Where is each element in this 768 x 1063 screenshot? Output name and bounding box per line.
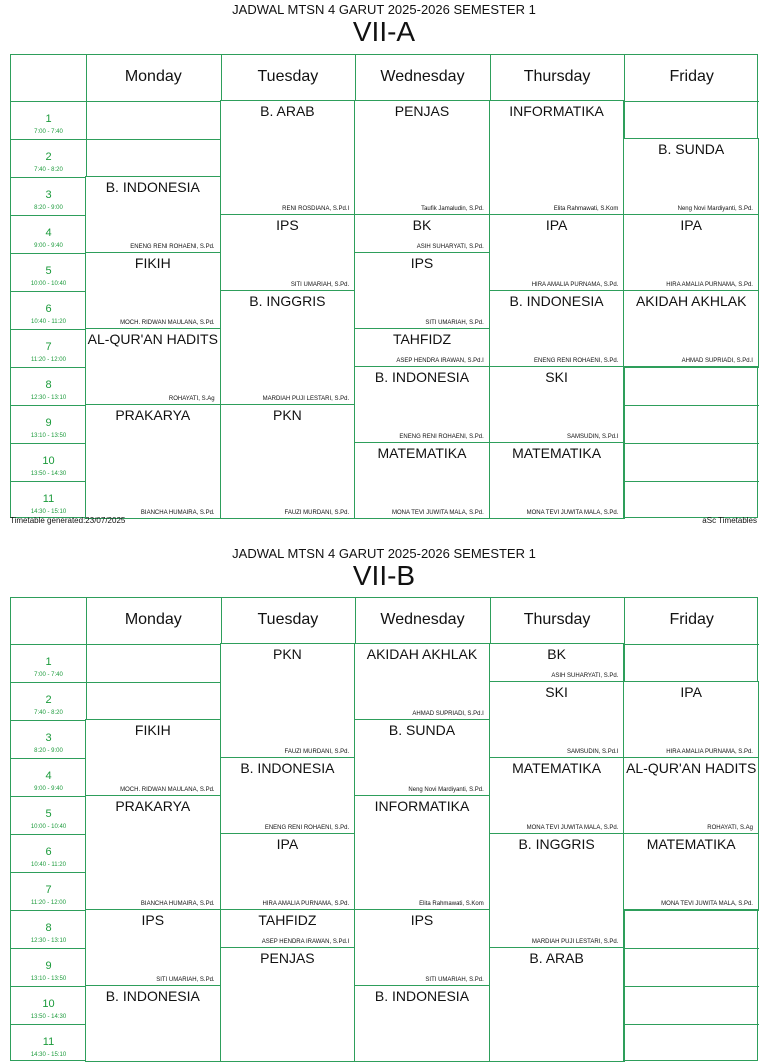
lesson-teacher: MOCH. RIDWAN MAULANA, S.Pd. [120,320,215,326]
lesson-teacher: Elita Rahmawati, S.Kom [419,901,484,907]
lesson-teacher: ROHAYATI, S.Ag [707,825,753,831]
lesson-block[interactable] [220,909,356,948]
period-number: 1 [45,656,52,668]
lesson-subject: B. INGGRIS [518,836,595,852]
day-header: Tuesday [257,68,319,85]
lesson-subject: B. SUNDA [388,722,456,738]
period-number: 3 [45,189,52,201]
lesson-teacher: ENENG RENI ROHAENI, S.Pd. [130,244,215,250]
lesson-subject: IPS [141,912,165,928]
timetable-supertitle: JADWAL MTSN 4 GARUT 2025-2026 SEMESTER 1 [232,2,536,17]
lesson-block[interactable] [489,833,625,948]
lesson-teacher: AHMAD SUPRIADI, S.Pd.I [412,711,484,717]
lesson-subject: B. INDONESIA [374,988,470,1004]
timetable-supertitle: JADWAL MTSN 4 GARUT 2025-2026 SEMESTER 1 [232,546,536,561]
lesson-block[interactable] [489,757,625,834]
lesson-teacher: ASIH SUHARYATI, S.Pd. [551,673,619,679]
lesson-block[interactable] [489,214,625,291]
lesson-teacher: MONA TEVI JUWITA MALA, S.Pd. [391,510,484,516]
lesson-teacher: RENI ROSDIANA, S.Pd.I [282,206,350,212]
lesson-subject: MATEMATIKA [512,760,602,776]
lesson-teacher: MONA TEVI JUWITA MALA, S.Pd. [526,510,619,516]
period-number: 8 [45,922,52,934]
period-number: 9 [45,960,52,972]
lesson-block[interactable] [354,252,490,329]
lesson-teacher: ASIH SUHARYATI, S.Pd. [416,244,484,250]
lesson-teacher: SITI UMARIAH, S.Pd. [156,977,215,983]
lesson-teacher: ASEP HENDRA IRAWAN, S.Pd.I [261,939,350,945]
period-number: 2 [45,694,52,706]
footer-generated: Timetable generated:23/07/2025 [10,516,126,525]
lesson-teacher: HIRA AMALIA PURNAMA, S.Pd. [666,282,753,288]
lesson-teacher: BIANCHA HUMAIRA, S.Pd. [140,901,215,907]
lesson-teacher: SITI UMARIAH, S.Pd. [425,977,484,983]
lesson-subject: BK [547,646,566,662]
timetable-section [0,0,768,525]
period-time: 10:40 - 11:20 [31,319,66,325]
period-number: 4 [45,227,52,239]
class-title: VII-A [352,16,416,47]
lesson-subject: SKI [545,684,568,700]
lesson-subject: B. INDONESIA [240,760,335,776]
lesson-teacher: Neng Novi Mardiyanti, S.Pd. [677,206,753,212]
lesson-teacher: Elita Rahmawati, S.Kom [553,206,619,212]
period-time: 8:20 - 9:00 [34,205,63,211]
lesson-subject: B. SUNDA [658,141,725,157]
lesson-teacher: SITI UMARIAH, S.Pd. [425,320,484,326]
lesson-block[interactable] [489,643,625,682]
lesson-block[interactable] [623,757,759,834]
lesson-block[interactable] [354,795,490,910]
lesson-block[interactable] [489,366,625,443]
lesson-subject: MATEMATIKA [377,445,467,461]
lesson-teacher: MARDIAH PUJI LESTARI, S.Pd. [531,939,619,945]
lesson-teacher: MARDIAH PUJI LESTARI, S.Pd. [262,396,350,402]
lesson-block[interactable] [85,909,221,986]
day-header: Monday [124,68,182,85]
lesson-subject: MATEMATIKA [646,836,736,852]
lesson-subject: TAHFIDZ [392,331,452,347]
lesson-block[interactable] [489,947,625,1062]
lesson-teacher: ENENG RENI ROHAENI, S.Pd. [534,358,619,364]
lesson-subject: AL-QUR'AN HADITS [626,760,757,776]
lesson-block[interactable] [85,328,221,405]
lesson-subject: AL-QUR'AN HADITS [87,331,218,347]
period-time: 9:00 - 9:40 [34,243,63,249]
period-time: 14:30 - 15:10 [30,1052,67,1058]
lesson-subject: IPS [410,912,434,928]
lesson-block[interactable] [489,290,625,367]
period-time: 9:00 - 9:40 [34,786,63,792]
class-title: VII-B [352,560,416,591]
period-number: 8 [45,379,52,391]
timetable-grid [10,54,758,518]
period-time: 10:40 - 11:20 [31,862,66,868]
period-number: 10 [42,455,55,467]
lesson-block[interactable] [85,176,221,253]
lesson-block[interactable] [85,252,221,329]
period-number: 11 [42,1036,55,1048]
lesson-subject: INFORMATIKA [509,103,604,119]
period-time: 10:00 - 10:40 [30,281,67,287]
lesson-subject: PENJAS [394,103,450,119]
lesson-subject: B. ARAB [260,103,315,119]
lesson-block[interactable] [354,643,490,720]
lesson-teacher: FAUZI MURDANI, S.Pd. [284,749,350,755]
day-header: Friday [669,611,714,628]
lesson-teacher: MONA TEVI JUWITA MALA, S.Pd. [526,825,619,831]
lesson-block[interactable] [85,719,221,796]
period-number: 6 [45,846,52,858]
lesson-subject: FIKIH [134,722,171,738]
lesson-teacher: SAMSUDIN, S.Pd.I [567,434,619,440]
timetable-section [0,543,768,1063]
lesson-teacher: HIRA AMALIA PURNAMA, S.Pd. [262,901,350,907]
period-time: 8:20 - 9:00 [34,748,63,754]
period-number: 1 [45,113,52,125]
period-number: 2 [45,151,52,163]
lesson-teacher: SAMSUDIN, S.Pd.I [567,749,619,755]
period-number: 4 [45,770,52,782]
lesson-teacher: FAUZI MURDANI, S.Pd. [284,510,350,516]
lesson-teacher: BIANCHA HUMAIRA, S.Pd. [140,510,215,516]
period-time: 7:00 - 7:40 [34,129,63,135]
lesson-block[interactable] [220,290,356,405]
lesson-teacher: SITI UMARIAH, S.Pd. [290,282,350,288]
period-time: 13:50 - 14:30 [30,1014,67,1020]
lesson-block[interactable] [623,214,759,291]
lesson-subject: BK [412,217,432,233]
period-time: 7:40 - 8:20 [34,710,63,716]
lesson-block[interactable] [85,795,221,910]
lesson-block[interactable] [623,833,759,910]
lesson-subject: IPA [276,836,299,852]
period-number: 10 [42,998,55,1010]
period-number: 3 [45,732,52,744]
lesson-subject: PRAKARYA [115,798,191,814]
lesson-block[interactable] [220,643,356,758]
lesson-subject: B. INDONESIA [105,179,200,195]
lesson-block[interactable] [489,681,625,758]
lesson-block[interactable] [85,404,221,519]
day-header: Friday [669,68,714,85]
day-header: Wednesday [380,611,465,628]
lesson-subject: PRAKARYA [115,407,191,423]
period-time: 12:30 - 13:10 [30,938,67,944]
period-time: 7:00 - 7:40 [34,672,63,678]
period-time: 13:10 - 13:50 [30,976,67,982]
lesson-teacher: ENENG RENI ROHAENI, S.Pd. [264,825,350,831]
period-number: 5 [45,808,52,820]
lesson-teacher: Neng Novi Mardiyanti, S.Pd. [408,787,484,793]
lesson-block[interactable] [623,290,759,367]
lesson-block[interactable] [623,681,759,758]
period-time: 13:10 - 13:50 [30,433,67,439]
period-time: 11:20 - 12:00 [31,357,66,363]
lesson-subject: SKI [545,369,568,385]
lesson-subject: IPA [680,217,702,233]
footer-brand: aSc Timetables [702,516,757,525]
lesson-block[interactable] [220,947,356,1062]
lesson-subject: IPS [276,217,299,233]
lesson-block[interactable] [220,833,356,910]
lesson-subject: PENJAS [260,950,315,966]
period-time: 11:20 - 12:00 [31,900,66,906]
timetable-grid [10,597,758,1061]
day-header: Monday [124,611,182,628]
lesson-teacher: Taufik Jamaludin, S.Pd. [421,206,484,212]
lesson-teacher: MOCH. RIDWAN MAULANA, S.Pd. [120,787,215,793]
period-time: 14:30 - 15:10 [30,509,67,515]
period-number: 11 [42,493,55,505]
lesson-subject: PKN [272,407,302,423]
lesson-subject: IPS [410,255,434,271]
lesson-subject: B. INDONESIA [509,293,604,309]
lesson-block[interactable] [354,719,490,796]
day-header: Wednesday [380,68,465,85]
lesson-subject: B. INDONESIA [105,988,200,1004]
period-time: 10:00 - 10:40 [30,824,67,830]
lesson-block[interactable] [354,328,490,367]
lesson-teacher: ASEP HENDRA IRAWAN, S.Pd.I [396,358,484,364]
lesson-subject: MATEMATIKA [512,445,602,461]
period-number: 9 [45,417,52,429]
lesson-block[interactable] [220,757,356,834]
lesson-block[interactable] [354,909,490,986]
lesson-block[interactable] [354,442,490,519]
lesson-block[interactable] [623,138,759,215]
lesson-subject: PKN [272,646,302,662]
period-number: 6 [45,303,52,315]
lesson-block[interactable] [489,100,625,215]
lesson-subject: TAHFIDZ [258,912,317,928]
lesson-teacher: AHMAD SUPRIADI, S.Pd.I [681,358,753,364]
lesson-block[interactable] [220,404,356,519]
lesson-subject: IPA [680,684,702,700]
period-number: 5 [45,265,52,277]
lesson-subject: IPA [545,217,568,233]
lesson-subject: FIKIH [134,255,171,271]
lesson-teacher: MONA TEVI JUWITA MALA, S.Pd. [661,901,753,907]
period-time: 12:30 - 13:10 [30,395,67,401]
lesson-subject: AKIDAH AKHLAK [366,646,478,662]
day-header: Tuesday [257,611,319,628]
period-time: 13:50 - 14:30 [30,471,67,477]
lesson-subject: B. ARAB [529,950,584,966]
lesson-subject: AKIDAH AKHLAK [635,293,747,309]
lesson-teacher: ENENG RENI ROHAENI, S.Pd. [399,434,484,440]
lesson-teacher: ROHAYATI, S.Ag [168,396,215,402]
period-time: 7:40 - 8:20 [34,167,63,173]
lesson-subject: B. INGGRIS [249,293,326,309]
lesson-block[interactable] [354,214,490,253]
period-number: 7 [45,884,52,896]
lesson-block[interactable] [220,214,356,291]
lesson-teacher: HIRA AMALIA PURNAMA, S.Pd. [531,282,619,288]
lesson-subject: B. INDONESIA [374,369,470,385]
lesson-subject: INFORMATIKA [374,798,470,814]
lesson-teacher: HIRA AMALIA PURNAMA, S.Pd. [666,749,753,755]
lesson-block[interactable] [354,100,490,215]
period-number: 7 [45,341,52,353]
day-header: Thursday [523,68,591,85]
day-header: Thursday [523,611,591,628]
lesson-block[interactable] [220,100,356,215]
lesson-block[interactable] [354,366,490,443]
lesson-block[interactable] [489,442,625,519]
